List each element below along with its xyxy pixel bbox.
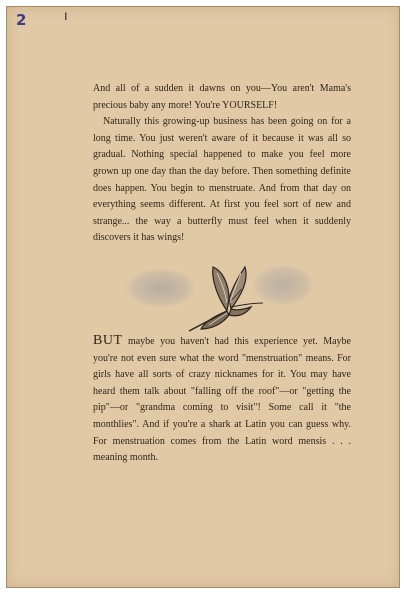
paragraph-body: Naturally this growing-up business has been going on for a long time. You just weren't aware of it because it was all so gradual. Nothing special happened to make you feel more grown up one day than the day before. Then something definite does happen. You begin to menstruate. And from that day on everything seems different. At first you feel sort of new and strange... the way a butterfly must feel when it suddenly discovers it has wings! [93, 116, 351, 244]
butterfly-icon [183, 259, 269, 339]
text-block-top [93, 81, 351, 247]
page-number: 2 [16, 11, 27, 29]
booklet-page [6, 6, 400, 588]
text-block-bottom [93, 333, 351, 467]
pencil-mark: ı [64, 9, 68, 24]
dropcap-word: BUT [93, 333, 123, 348]
paragraph-intro: And all of a sudden it dawns on you—You aren't Mama's precious baby any more! You're YOURSELF! [93, 83, 351, 111]
paragraph-explanation-text: maybe you haven't had this experience yet. Maybe you're not even sure what the word "menstruation" means. For girls have all sorts of crazy nicknames for it. You may have heard them talk about "falling off the roof"—or "getting the pip"—or "grandma coming to visit"! Some call it "the monthlies". And if you're a shark at Latin you can guess why. For menstruation comes from the Latin word mensis . . . meaning month. [93, 336, 351, 464]
paragraph-explanation [93, 333, 351, 467]
